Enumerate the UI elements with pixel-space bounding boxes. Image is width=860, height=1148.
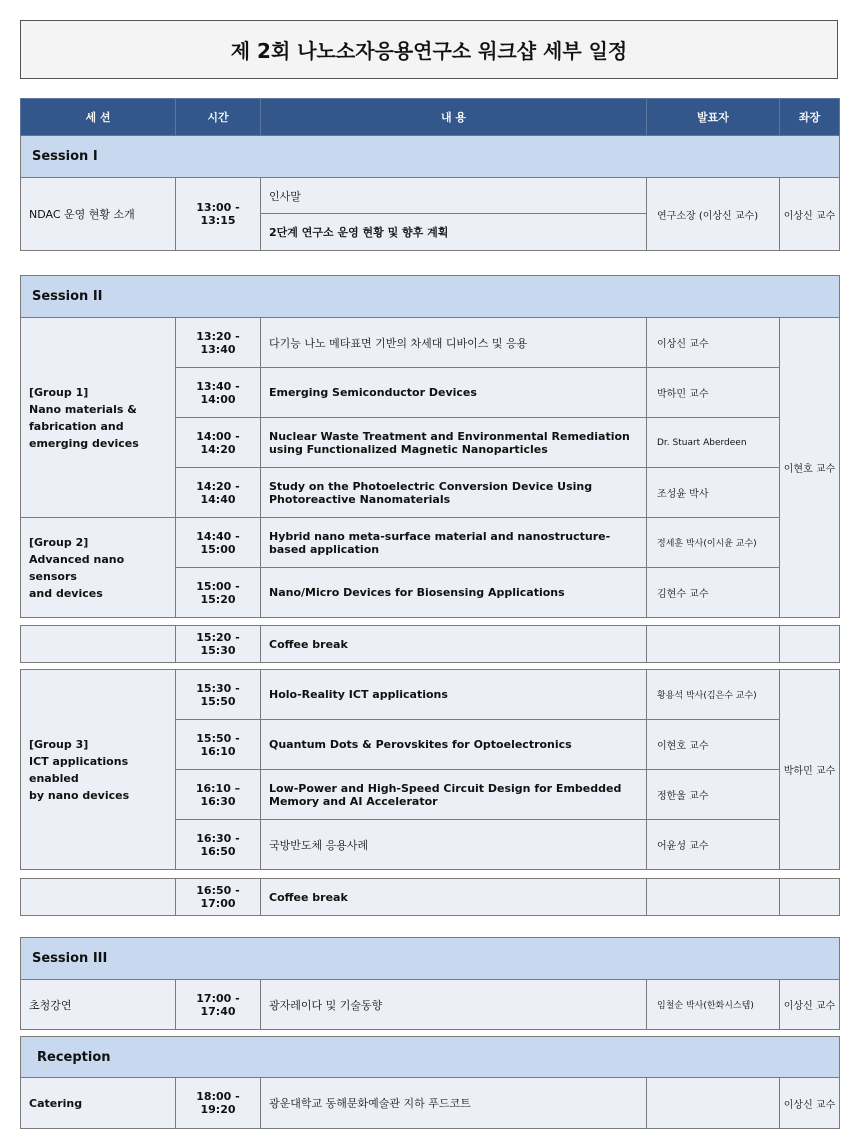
- schedule-table-session1: [20, 98, 840, 251]
- table-row: [21, 178, 840, 214]
- session-label: Session II: [21, 276, 840, 318]
- talk-title: Hybrid nano meta-surface material and nanostructure-based application: [261, 518, 647, 568]
- schedule-table-group3: [20, 669, 840, 870]
- break-table-2: [20, 878, 840, 916]
- session-label: Reception: [21, 1037, 840, 1078]
- chair: 이현호 교수: [780, 318, 840, 618]
- group-label: [21, 670, 176, 870]
- presenter: 정한울 교수: [647, 770, 780, 820]
- chair: 박하민 교수: [780, 670, 840, 870]
- presenter: [647, 1078, 780, 1129]
- table-row: [21, 518, 840, 568]
- group-label: [21, 318, 176, 518]
- time-slot: 15:20 - 15:30: [176, 626, 261, 663]
- talk-title: 인사말: [261, 178, 647, 214]
- time-slot: 14:00 - 14:20: [176, 418, 261, 468]
- time-slot: 13:00 - 13:15: [176, 178, 261, 251]
- time-slot: 16:10 – 16:30: [176, 770, 261, 820]
- time-slot: 15:00 - 15:20: [176, 568, 261, 618]
- group-line: ICT applications enabled: [29, 754, 129, 785]
- chair: 이상신 교수: [780, 1078, 840, 1129]
- presenter: 김현수 교수: [647, 568, 780, 618]
- group-line: Nano materials &: [29, 402, 137, 416]
- talk-title: Emerging Semiconductor Devices: [261, 368, 647, 418]
- group-line: Advanced nano sensors: [29, 552, 125, 583]
- chair: 이상신 교수: [780, 178, 840, 251]
- group-line: fabrication and: [29, 419, 124, 433]
- time-slot: 13:20 - 13:40: [176, 318, 261, 368]
- talk-title: 2단계 연구소 운영 현황 및 향후 계획: [261, 214, 647, 251]
- talk-title: Study on the Photoelectric Conversion Device Using Photoreactive Nanomaterials: [261, 468, 647, 518]
- talk-title: Holo-Reality ICT applications: [261, 670, 647, 720]
- time-slot: 16:50 - 17:00: [176, 879, 261, 916]
- schedule-table-session3: [20, 937, 840, 1030]
- time-slot: 15:50 - 16:10: [176, 720, 261, 770]
- table-header: [21, 99, 840, 136]
- group-label: [21, 518, 176, 618]
- group-line: [Group 2]: [29, 535, 89, 549]
- presenter: 황용석 박사(김은수 교수): [647, 670, 780, 720]
- talk-title: 광운대학교 동해문화예술관 지하 푸드코트: [261, 1078, 647, 1129]
- presenter: 연구소장 (이상신 교수): [647, 178, 780, 251]
- header-content: 내 용: [261, 99, 647, 136]
- session-name: NDAC 운영 현황 소개: [21, 178, 176, 251]
- presenter: Dr. Stuart Aberdeen: [647, 418, 780, 468]
- session-label: Session I: [21, 136, 840, 178]
- group-line: [Group 1]: [29, 385, 89, 399]
- group-line: and devices: [29, 586, 103, 600]
- talk-title: 광자레이다 및 기술동향: [261, 980, 647, 1030]
- header-time: 시간: [176, 99, 261, 136]
- talk-title: Coffee break: [261, 626, 647, 663]
- table-row: [21, 626, 840, 663]
- table-row: [21, 318, 840, 368]
- table-row: [21, 879, 840, 916]
- presenter: 정세훈 박사(이시윤 교수): [647, 518, 780, 568]
- talk-title: 다기능 나노 메타표면 기반의 차세대 디바이스 및 응용: [261, 318, 647, 368]
- time-slot: 14:20 - 14:40: [176, 468, 261, 518]
- header-chair: 좌장: [780, 99, 840, 136]
- presenter: 이현호 교수: [647, 720, 780, 770]
- talk-title: Nano/Micro Devices for Biosensing Applications: [261, 568, 647, 618]
- time-slot: 13:40 - 14:00: [176, 368, 261, 418]
- header-presenter: 발표자: [647, 99, 780, 136]
- table-row: [21, 670, 840, 720]
- session-name: Catering: [21, 1078, 176, 1129]
- talk-title: Low-Power and High-Speed Circuit Design for Embedded Memory and AI Accelerator: [261, 770, 647, 820]
- session-name: 초청강연: [21, 980, 176, 1030]
- time-slot: 14:40 - 15:00: [176, 518, 261, 568]
- talk-title: Coffee break: [261, 879, 647, 916]
- schedule-table-session2: [20, 275, 840, 618]
- time-slot: 15:30 - 15:50: [176, 670, 261, 720]
- table-row: [21, 1078, 840, 1129]
- presenter: 어윤성 교수: [647, 820, 780, 870]
- presenter: 박하민 교수: [647, 368, 780, 418]
- page-title: 제 2회 나노소자응용연구소 워크샵 세부 일정: [20, 20, 838, 79]
- group-line: [Group 3]: [29, 737, 89, 751]
- talk-title: 국방반도체 응용사례: [261, 820, 647, 870]
- time-slot: 17:00 - 17:40: [176, 980, 261, 1030]
- header-session: 세 션: [21, 99, 176, 136]
- time-slot: 18:00 - 19:20: [176, 1078, 261, 1129]
- table-row: [21, 980, 840, 1030]
- schedule-table-reception: [20, 1036, 840, 1129]
- talk-title: Nuclear Waste Treatment and Environmental Remediation using Functionalized Magnetic Nanoparticles: [261, 418, 647, 468]
- group-line: emerging devices: [29, 436, 139, 450]
- chair: 이상신 교수: [780, 980, 840, 1030]
- presenter: 이상신 교수: [647, 318, 780, 368]
- session-label: Session III: [21, 938, 840, 980]
- presenter: 조성윤 박사: [647, 468, 780, 518]
- time-slot: 16:30 - 16:50: [176, 820, 261, 870]
- talk-title: Quantum Dots & Perovskites for Optoelectronics: [261, 720, 647, 770]
- group-line: by nano devices: [29, 788, 130, 802]
- break-table-1: [20, 625, 840, 663]
- presenter: 임철순 박사(한화시스템): [647, 980, 780, 1030]
